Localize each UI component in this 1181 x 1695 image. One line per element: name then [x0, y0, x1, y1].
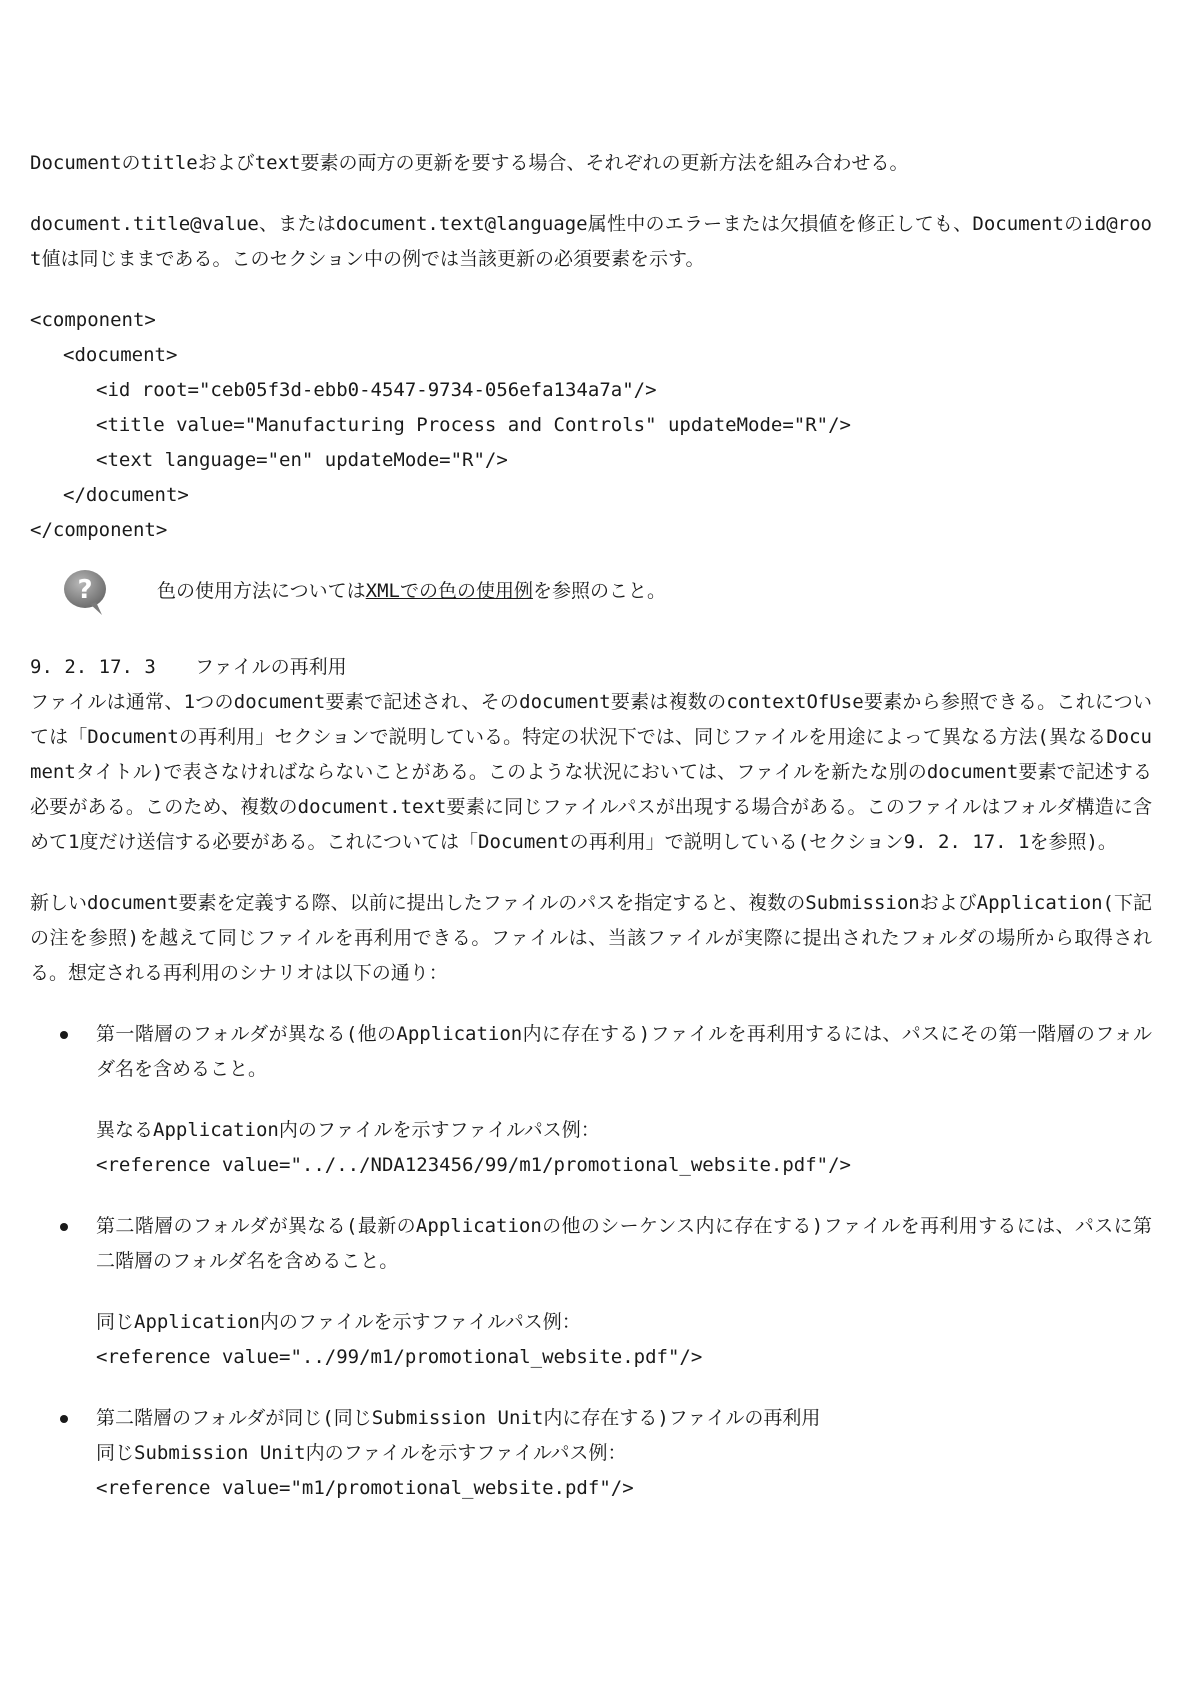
question-bubble-icon	[60, 566, 112, 618]
code-line: <document>	[63, 344, 178, 366]
list-item-text: 第二階層のフォルダが同じ(同じSubmission Unit内に存在する)ファイルの再利用	[96, 1407, 821, 1429]
svg-text:?: ?	[77, 575, 93, 605]
example-label: 同じApplication内のファイルを示すファイルパス例：	[96, 1311, 581, 1333]
list-item	[30, 1017, 1152, 1209]
document-page	[30, 146, 1152, 1506]
bullet-icon	[60, 1415, 68, 1423]
code-line: <text language="en" updateMode="R"/>	[96, 449, 508, 471]
bullet-icon	[60, 1223, 68, 1231]
list-item	[30, 1209, 1152, 1401]
list-item	[30, 1401, 1152, 1506]
example-code: <reference value="../../NDA123456/99/m1/promotional_website.pdf"/>	[96, 1154, 851, 1176]
example-label: 異なるApplication内のファイルを示すファイルパス例：	[96, 1119, 600, 1141]
color-usage-link[interactable]: XMLでの色の使用例	[365, 580, 533, 602]
code-line: <component>	[30, 309, 156, 331]
example-label: 同じSubmission Unit内のファイルを示すファイルパス例：	[96, 1442, 627, 1464]
code-line: <id root="ceb05f3d-ebb0-4547-9734-056efa134a7a"/>	[96, 379, 657, 401]
section-paragraph-2: 新しいdocument要素を定義する際、以前に提出したファイルのパスを指定すると、複数のSubmissionおよびApplication(下記の注を参照)を越えて同じファイルを再利用できる。ファイルは、当該ファイルが実際に提出されたフォルダの場所から取得される。想定される再利用のシナリオは以下の通り：	[30, 892, 1152, 984]
reuse-scenario-list	[30, 1017, 1152, 1506]
section-paragraph-1: ファイルは通常、1つのdocument要素で記述され、そのdocument要素は複数のcontextOfUse要素から参照できる。これについては「Documentの再利用」セクションで説明している。特定の状況下では、同じファイルを用途によって異なる方法(異なるDocumentタイトル)で表さなければならないことがある。このような状況においては、ファイルを新たな別のdocument要素で記述する必要がある。このため、複数のdocument.text要素に同じファイルパスが出現する場合がある。このファイルはフォルダ構造に含めて1度だけ送信する必要がある。これについては「Documentの再利用」で説明している(セクション9. 2. 17. 1を参照)。	[30, 691, 1152, 853]
section-number: 9. 2. 17. 3	[30, 656, 156, 678]
code-line: </component>	[30, 519, 168, 541]
list-item-text: 第二階層のフォルダが異なる(最新のApplicationの他のシーケンス内に存在する)ファイルを再利用するには、パスに第二階層のフォルダ名を含めること。	[96, 1215, 1152, 1272]
note-callout	[30, 566, 1152, 626]
bullet-icon	[60, 1031, 68, 1039]
note-text-post: を参照のこと。	[532, 580, 666, 602]
intro-paragraph-2: document.title@value、またはdocument.text@language属性中のエラーまたは欠損値を修正しても、Documentのid@root値は同じままである。このセクション中の例では当該更新の必須要素を示す。	[30, 213, 1152, 270]
code-line: </document>	[63, 484, 189, 506]
section-title: ファイルの再利用	[195, 656, 347, 678]
list-item-text: 第一階層のフォルダが異なる(他のApplication内に存在する)ファイルを再利用するには、パスにその第一階層のフォルダ名を含めること。	[96, 1023, 1152, 1080]
note-text-pre: 色の使用方法については	[157, 580, 366, 602]
xml-code-block	[30, 303, 1152, 548]
section-heading	[30, 650, 1152, 685]
note-text	[157, 574, 666, 609]
example-code: <reference value="m1/promotional_website.pdf"/>	[96, 1477, 634, 1499]
intro-paragraph-1: Documentのtitleおよびtext要素の両方の更新を要する場合、それぞれの更新方法を組み合わせる。	[30, 152, 909, 174]
example-code: <reference value="../99/m1/promotional_website.pdf"/>	[96, 1346, 703, 1368]
code-line: <title value="Manufacturing Process and Controls" updateMode="R"/>	[96, 414, 851, 436]
